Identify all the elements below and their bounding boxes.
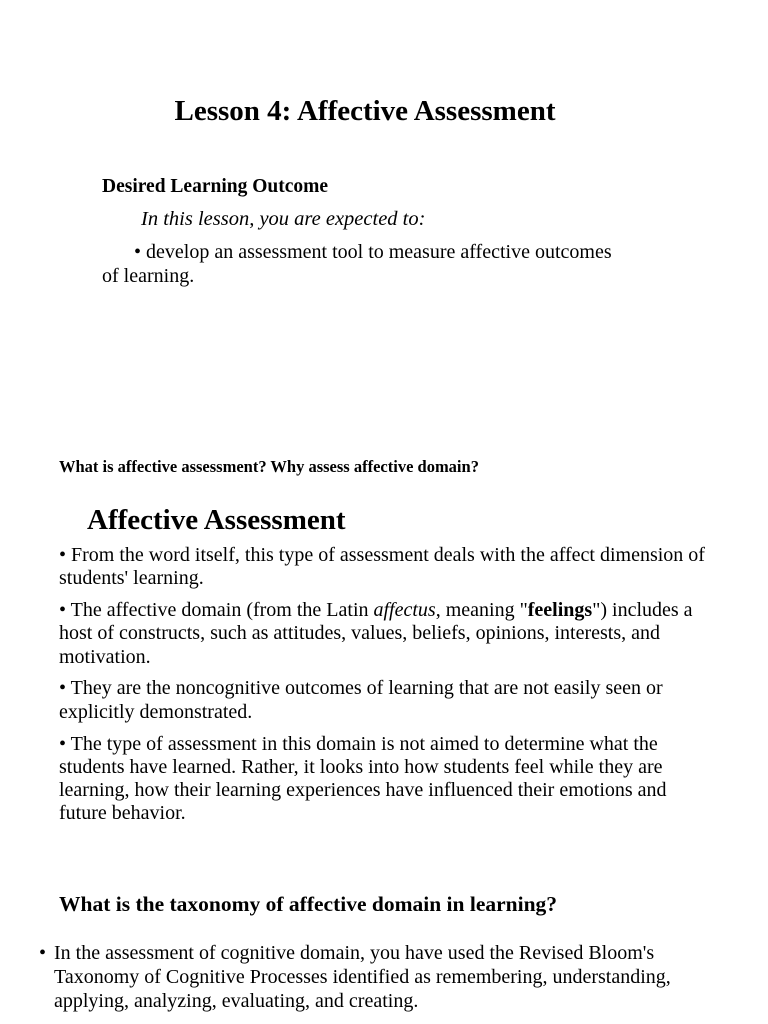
bloom-text: In the assessment of cognitive domain, you have used the Revised Bloom's Taxonomy of Cognitive Processes identified as remembering, understanding, applying, analyzing, evaluating, and creating. <box>54 942 671 1012</box>
point-text-middle: , meaning " <box>435 599 528 622</box>
outcome-intro: In this lesson, you are expected to: <box>141 208 426 230</box>
point-text: They are the noncognitive outcomes of learning that are not easily seen or explicitly demonstrated. <box>59 677 663 723</box>
outcome-heading: Desired Learning Outcome <box>102 176 329 197</box>
point-item <box>59 599 709 669</box>
question-affective-assessment: What is affective assessment? Why assess affective domain? <box>59 457 479 476</box>
latin-term: affectus <box>373 599 436 622</box>
bullet-marker: • <box>59 732 67 755</box>
point-text: From the word itself, this type of assessment deals with the affect dimension of students' learning. <box>59 544 705 590</box>
lesson-title: Lesson 4: Affective Assessment <box>174 95 556 127</box>
bullet-marker: • <box>59 544 67 566</box>
point-item <box>59 677 709 724</box>
section-title: Affective Assessment <box>87 504 346 536</box>
affective-points-list <box>59 544 709 834</box>
bullet-marker: • <box>134 241 142 263</box>
bullet-marker: • <box>39 942 47 964</box>
point-text-end: ") includes a host of constructs, such as attitudes, values, beliefs, opinions, interests, and motivation. <box>59 599 693 668</box>
point-text: The type of assessment in this domain is not aimed to determine what the students have learned. Rather, it looks into how students feel while they are learning, how their learning experiences have influenced their emotions and future behavior. <box>59 732 667 825</box>
outcome-item <box>102 240 622 288</box>
outcome-item-text: develop an assessment tool to measure affective outcomes of learning. <box>102 241 612 287</box>
point-item <box>59 544 709 591</box>
bullet-marker: • <box>59 677 67 700</box>
question-taxonomy: What is the taxonomy of affective domain in learning? <box>59 892 558 916</box>
point-text-start: The affective domain (from the Latin <box>70 599 374 622</box>
bloom-item <box>39 941 719 1013</box>
feelings-term: feelings <box>527 599 593 622</box>
point-item <box>59 733 709 826</box>
bullet-marker: • <box>59 599 67 622</box>
